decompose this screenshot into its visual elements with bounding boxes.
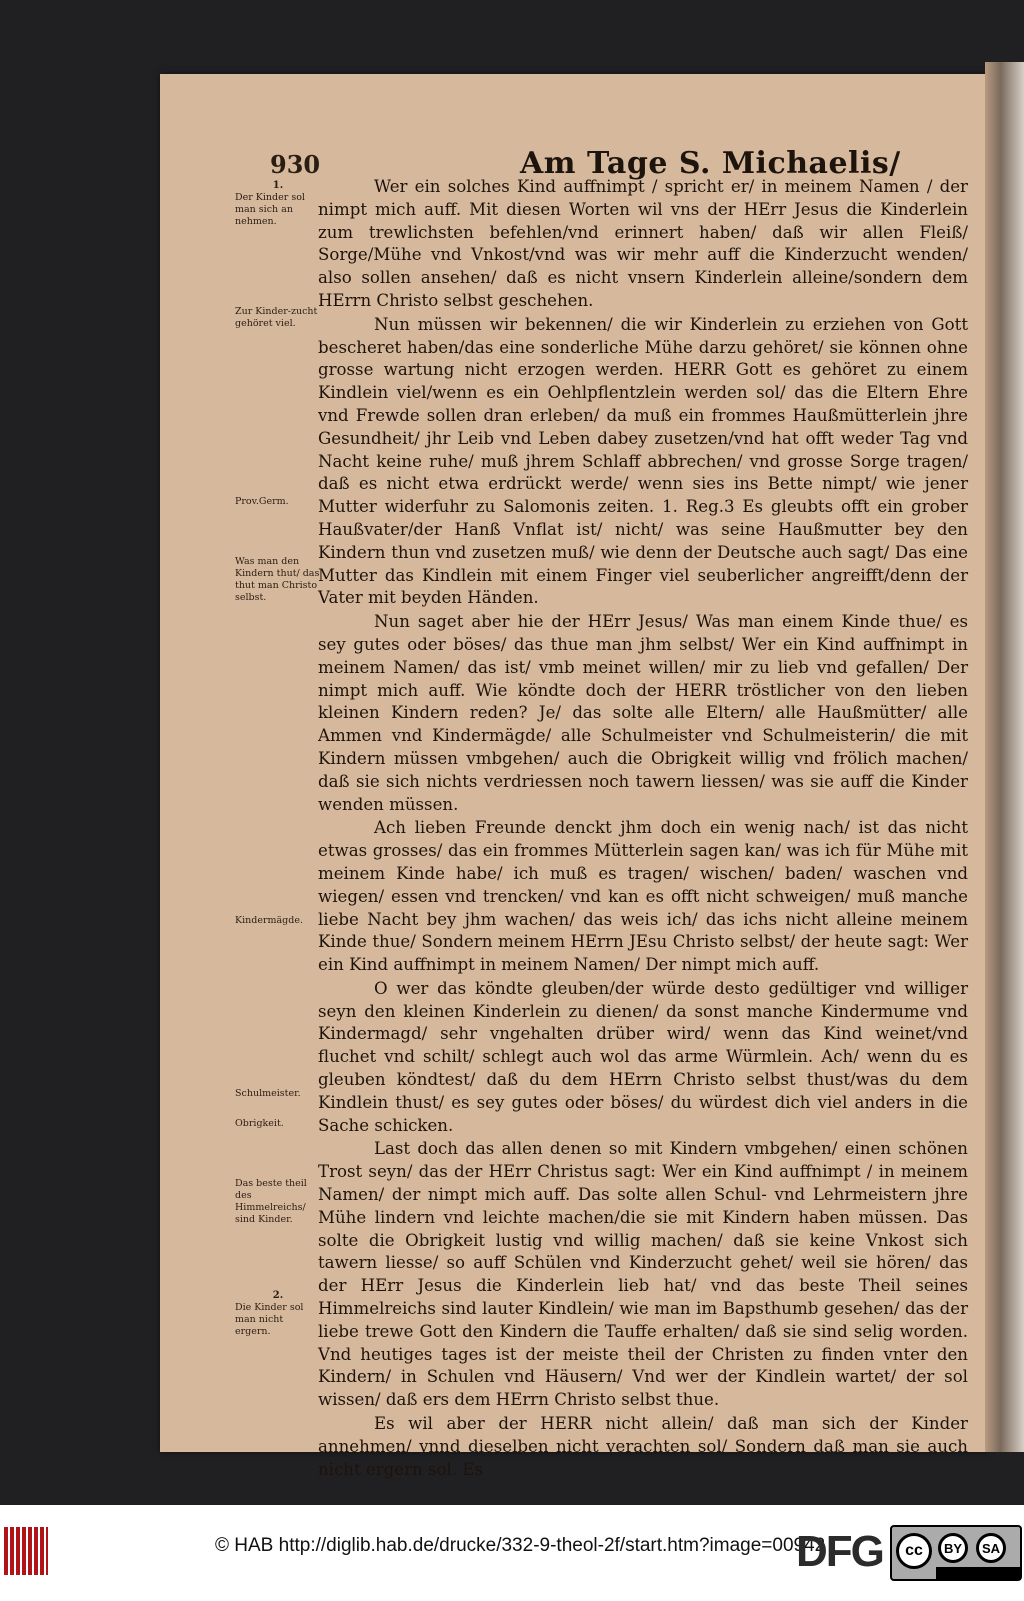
paragraph: Nun saget aber hie der HErr Jesus/ Was man einem Kinde thue/ es sey gutes oder böses/ das thue man jhm selbst/ Wer ein Kind auffnimpt in meinem Namen/ das ist/ vmb meinet willen/ mir zu lieb vnd gefallen/ Der nimpt mich auff. Wie köndte doch der HERR tröstlicher von den lieben kleinen Kindern reden? Je/ das solte alle Eltern/ alle Haußmütter/ alle Ammen vnd Kindermägde/ alle Schulmeister vnd Schulmeisterin/ die mit Kindern müssen vmbgehen/ auch die Obrigkeit willig vnd frölich machen/ daß sie sich nichts verdriessen noch tawern liessen/ was sie auff die Kinder wenden müssen. [318,612,968,814]
paragraph: Ach lieben Freunde denckt jhm doch ein wenig nach/ ist das nicht etwas grosses/ das ein frommes Mütterlein sagen kan/ was ich für Mühe mit meinem Kinde habe/ ich muß es tragen/ wischen/ baden/ waschen vnd wiegen/ essen vnd trencken/ vnd kan es offt nicht schweigen/ muß manche liebe Nacht bey jhm wachen/ das weis ich/ das ichs nicht alleine meinem Kinde thue/ Sondern meinem HErrn JEsu Christo selbst/ der heute sagt: Wer ein Kind auffnimpt in meinem Namen/ Der nimpt mich auff. [318,818,968,975]
main-text [318,176,968,1481]
gloss-text: Obrigkeit. [235,1118,284,1129]
margin-gloss-1 [235,180,321,228]
hab-logo [4,1527,48,1575]
margin-gloss-5 [235,915,321,927]
gloss-number: 2. [272,1290,284,1301]
margin-gloss-9 [235,1290,321,1338]
gloss-text: Die Kinder sol man nicht ergern. [235,1302,304,1337]
license-badge[interactable] [890,1525,1022,1581]
paragraph: O wer das köndte gleuben/der würde desto gedültiger vnd williger seyn den kleinen Kinderlein zu dienen/ da sonst manche Kindermume vnd Kindermagd/ sehr vngehalten drüber wird/ wenn das Kind weinet/vnd fluchet vnd schilt/ schlegt auch wol das arme Würmlein. Ach/ wenn du es gleuben köndtest/ daß du dem HErrn Christo selbst thust/was du dem Kindlein thust/ es sey gutes oder böses/ du würdest dich viel anders in die Sache schicken. [318,978,968,1135]
page-number: 930 [270,150,321,179]
gloss-text: Zur Kinder-zucht gehöret viel. [235,306,318,329]
attribution-icon: BY [938,1533,968,1563]
paragraph: Es wil aber der HERR nicht allein/ daß man sich der Kinder annehmen/ vnnd dieselben nicht verachten sol/ Sondern daß man sie auch nicht ergern sol. Es [318,1414,968,1479]
dfg-logo: DFG [796,1527,883,1576]
viewer-footer [0,1505,1024,1601]
gloss-text: Das beste theil des Himmelreichs/ sind Kinder. [235,1178,307,1225]
source-url[interactable]: © HAB http://diglib.hab.de/drucke/332-9-theol-2f/start.htm?image=00942 [215,1535,826,1556]
margin-gloss-6 [235,1088,321,1100]
margin-gloss-7 [235,1118,321,1130]
gloss-text: Schulmeister. [235,1088,301,1099]
gloss-text: Prov.Germ. [235,496,289,507]
gloss-text: Kindermägde. [235,915,303,926]
facing-page-edge [985,62,1024,1452]
margin-gloss-2 [235,306,321,330]
margin-gloss-3 [235,496,321,508]
cc-icon: cc [896,1533,932,1569]
paragraph: Last doch das allen denen so mit Kindern vmbgehen/ einen schönen Trost seyn/ das der HErr Christus sagt: Wer ein Kind auffnimpt / in meinem Namen/ der nimpt mich auff. Das solte allen Schul- vnd Lehrmeistern jhre Mühe lindern vnd leichte machen/die sie mit Kindern haben müssen. Das solte die Obrigkeit lustig vnd willig machen/ daß sie keine Vnkost sich tawern liesse/ so auff Schülen vnd Kinderzucht gehet/ weil sie hören/ das der HErr Jesus die Kinderlein lieb hat/ vnd das beste Theil seines Himmelreichs sind lauter Kindlein/ wie man im Bapsthumb gesehen/ das der liebe trewe Gott den Kindern die Tauffe erhalten/ daß sie sind selig worden. Vnd heutiges tages ist der meiste theil der Christen zu finden vnter den Kindern/ in Schulen vnd Häusern/ Vnd wer der Kindlein wartet/ der sol wissen/ daß ers dem HErrn Christo selbst thue. [318,1139,968,1410]
running-title: Am Tage S. Michaelis/ [520,146,901,181]
gloss-text: Was man den Kindern thut/ das thut man Christo selbst. [235,556,320,603]
margin-gloss-8 [235,1178,321,1226]
margin-gloss-4 [235,556,321,604]
paragraph: Nun müssen wir bekennen/ die wir Kinderlein zu erziehen von Gott bescheret haben/das eine sonderliche Mühe darzu gehöret/ sie können ohne grosse wartung nicht erzogen werden. HERR Gott es gehöret zu einem Kindlein viel/wenn es ein Oehlpflentzlein werden sol/ das die Eltern Ehre vnd Frewde sollen dran erleben/ da muß ein frommes Haußmütterlein jhre Gesundheit/ jhr Leib vnd Leben dabey zusetzen/vnd hat offt weder Tag vnd Nacht keine ruhe/ muß jhrem Schlaff abbrechen/ vnd grosse Sorge tragen/ daß es nicht etwa erdrückt werde/ wenn sies ins Bette nimpt/ wie jener Mutter widerfuhr zu Salomonis zeiten. 1. Reg.3 Es gleubts offt ein grober Haußvater/der Hanß Vnflat ist/ nicht/ was seine Haußmutter bey den Kindern thun vnd zusetzen muß/ wie denn der Deutsche auch sagt/ Das eine Mutter das Kindlein mit einem Finger viel seuberlicher angreifft/denn der Vater mit beyden Händen. [318,314,968,608]
gloss-number: 1. [272,180,284,191]
paragraph: Wer ein solches Kind auffnimpt / spricht er/ in meinem Namen / der nimpt mich auff. Mit diesen Worten wil vns der HErr Jesus die Kinderlein zum trewlichsten befehlen/vnd erinnert haben/ daß wir allen Fleiß/ Sorge/Mühe vnd Vnkost/vnd was wir mehr auff die Kinderzucht wenden/ also sollen ansehen/ daß es nicht vnsern Kinderlein alleine/sondern dem HErrn Christo selbst geschehen. [318,177,968,310]
share-alike-icon: SA [976,1533,1006,1563]
license-strip [936,1567,1020,1579]
gloss-text: Der Kinder sol man sich an nehmen. [235,192,305,227]
